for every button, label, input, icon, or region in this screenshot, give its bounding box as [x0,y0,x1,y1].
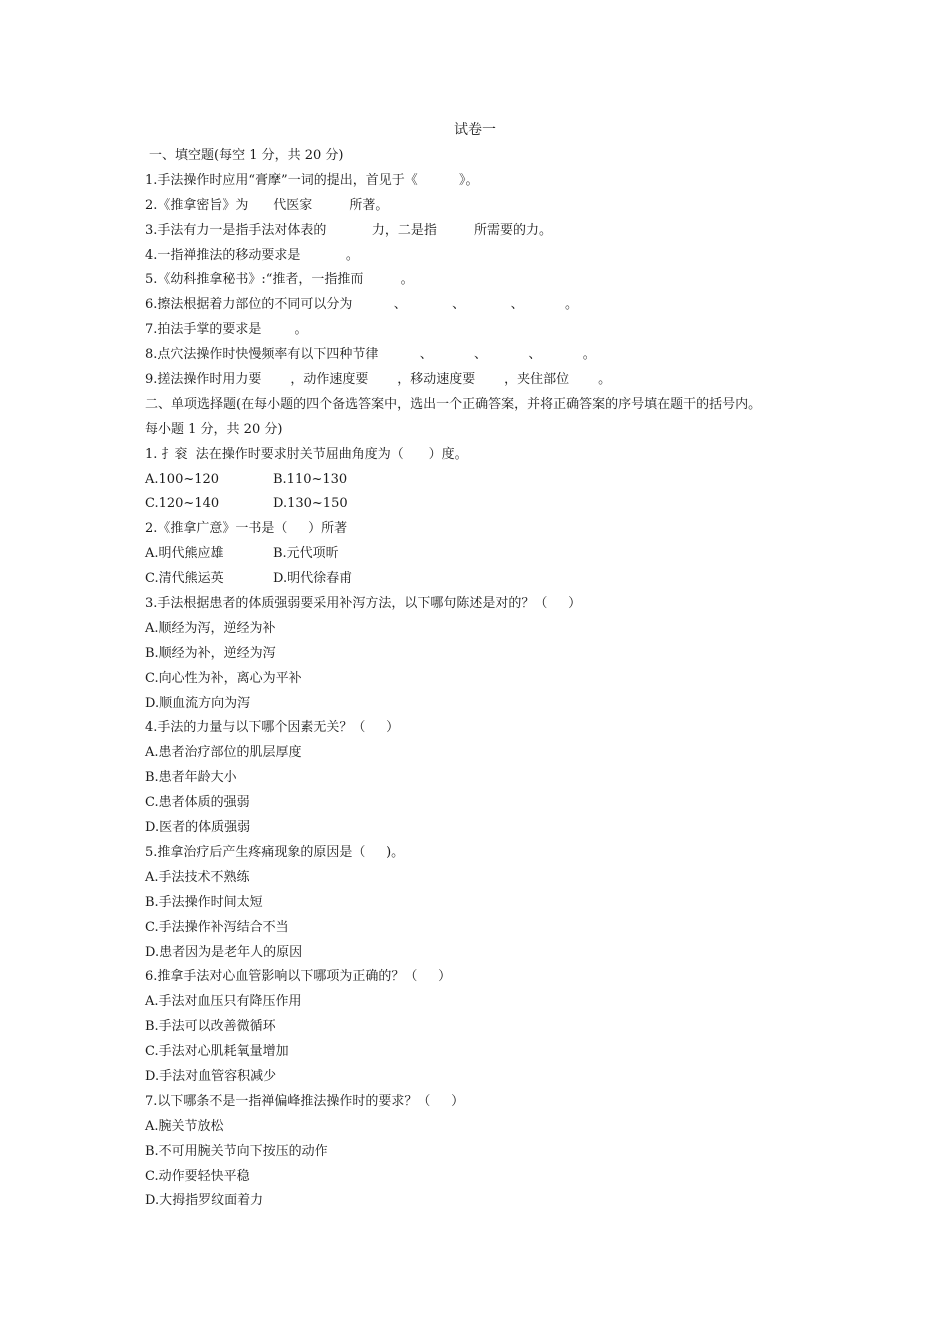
option: A.腕关节放松 [145,1118,224,1134]
option: B.110~130 [273,471,348,487]
question-stem: 5.推拿治疗后产生疼痛现象的原因是（ )。 [145,844,405,860]
option: A.明代熊应雄 [145,546,224,562]
option: D.明代徐春甫 [273,571,353,587]
option: B.不可用腕关节向下按压的动作 [145,1143,328,1159]
section-heading: 二、单项选择题(在每小题的四个备选答案中，选出一个正确答案，并将正确答案的序号填在题干的括号内。 [145,396,762,412]
question-line: 3.手法有力一是指手法对体表的 力，二是指 所需要的力。 [145,222,553,238]
option-row [145,567,825,592]
section-heading: 一、填空题(每空 1 分，共 20 分) [149,148,344,163]
option-row [145,468,825,493]
option: B.患者年龄大小 [145,770,237,786]
question-line: 6.擦法根据着力部位的不同可以分为 、 、 、 。 [145,297,578,313]
option-row [145,492,825,517]
option: D.手法对血管容积减少 [145,1068,277,1084]
question-line: 7.拍法手掌的要求是 。 [145,322,308,338]
question-line: 4.一指禅推法的移动要求是 。 [145,247,359,263]
option: B.元代项昕 [273,546,339,562]
option: D.大拇指罗纹面着力 [145,1193,264,1209]
question-stem: 4.手法的力量与以下哪个因素无关？（ ） [145,720,400,736]
option: A.手法对血压只有降压作用 [145,994,302,1010]
option: A.100~120 [145,471,220,487]
question-line: 8.点穴法操作时快慢频率有以下四种节律 、 、 、 。 [145,347,596,363]
option: B.手法操作时间太短 [145,894,263,910]
option: D.130~150 [273,496,348,512]
option: B.手法可以改善微循环 [145,1019,276,1035]
question-stem: 1. 扌衮 法在操作时要求肘关节屈曲角度为（ ）度。 [145,446,468,462]
option: C.患者体质的强弱 [145,795,250,811]
option: C.向心性为补，离心为平补 [145,670,302,686]
exam-content [145,144,825,1214]
option: C.动作要轻快平稳 [145,1168,250,1184]
option: A.患者治疗部位的肌层厚度 [145,745,302,761]
question-stem: 3.手法根据患者的体质强弱要采用补泻方法，以下哪句陈述是对的？（ ） [145,596,582,612]
option: A.手法技术不熟练 [145,869,250,885]
option: A.顺经为泻，逆经为补 [145,620,276,636]
option: C.清代熊运英 [145,571,224,587]
option-row [145,542,825,567]
question-line: 1.手法操作时应用“膏摩”一词的提出，首见于《 》。 [145,172,479,188]
question-stem: 2.《推拿广意》一书是（ ）所著 [145,521,348,537]
option: C.120~140 [145,496,220,512]
option: C.手法操作补泻结合不当 [145,919,289,935]
question-stem: 7.以下哪条不是一指禅偏峰推法操作时的要求？（ ） [145,1093,465,1109]
exam-title: 试卷一 [454,122,496,138]
option: D.患者因为是老年人的原因 [145,944,303,960]
section-heading-continued: 每小题 1 分，共 20 分) [145,421,283,437]
question-line: 9.搓法操作时用力要 ，动作速度要 ，移动速度要 ，夹住部位 。 [145,372,612,388]
option: D.医者的体质强弱 [145,820,251,836]
option: B.顺经为补，逆经为泻 [145,645,276,661]
option: D.顺血流方向为泻 [145,695,251,711]
question-line: 5.《幼科推拿秘书》:“推者，一指推而 。 [145,272,414,288]
question-stem: 6.推拿手法对心血管影响以下哪项为正确的？（ ） [145,969,452,985]
option: C.手法对心肌耗氧量增加 [145,1044,289,1060]
question-line: 2.《推拿密旨》为 代医家 所著。 [145,197,389,213]
